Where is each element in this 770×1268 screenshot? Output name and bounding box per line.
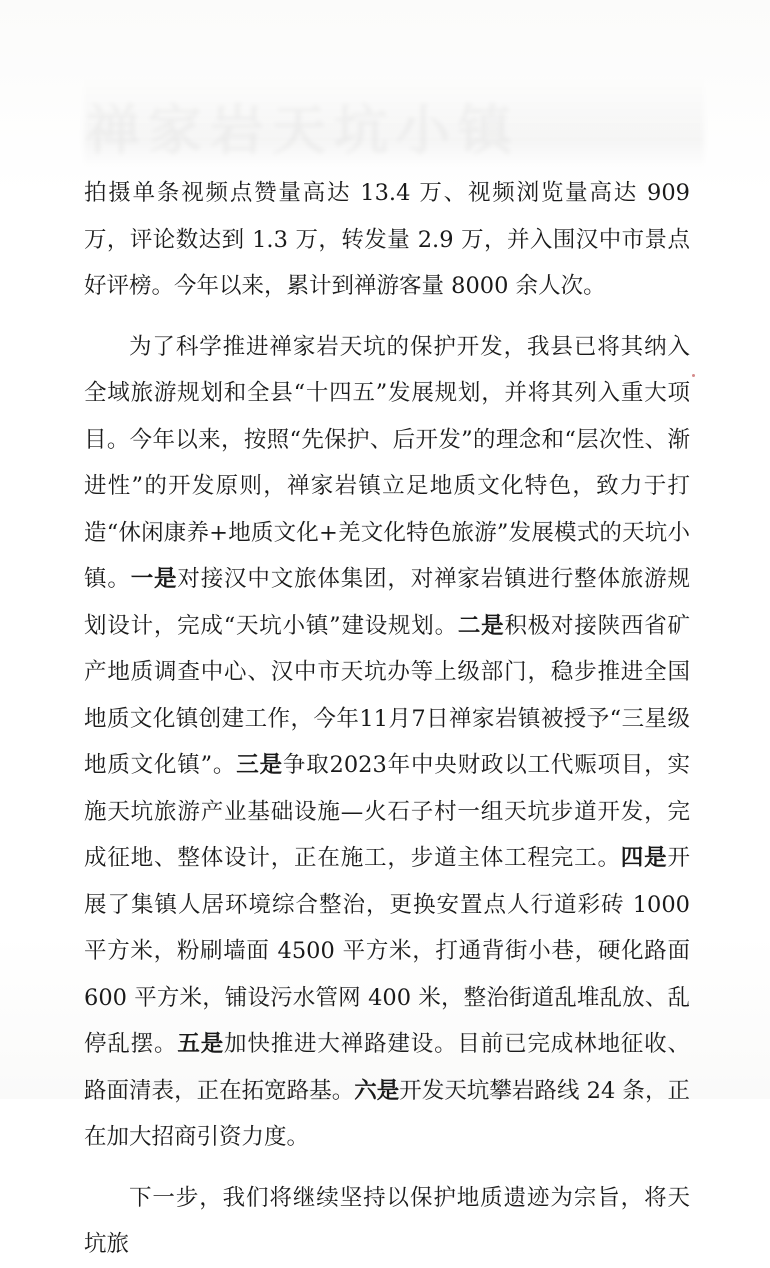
paper-speck [692, 374, 695, 377]
paragraph-3 [84, 1175, 690, 1268]
bold-ordinal: 三是 [236, 752, 283, 778]
text-segment: 拍摄单条视频点赞量高达 13.4 万、视频浏览量高达 909 万，评论数达到 1.3 万，转发量 2.9 万，并入围汉中市景点好评榜。今年以来，累计到禅游客量 8000 余人次。 [84, 180, 690, 299]
text-segment: 开展了集镇人居环境综合整治，更换安置点人行道彩砖 1000 平方米，粉刷墙面 4500 平方米，打通背街小巷，硬化路面 600 平方米，铺设污水管网 400 米，整治街道乱堆乱放、乱停乱摆。 [84, 845, 690, 1057]
document-body [84, 170, 690, 1268]
bold-ordinal: 一是 [130, 566, 178, 592]
bold-ordinal: 六是 [354, 1077, 400, 1104]
text-segment: 为了科学推进禅家岩天坑的保护开发，我县已将其纳入全域旅游规划和全县“十四五”发展规划，并将其列入重大项目。今年以来，按照“先保护、后开发”的理念和“层次性、渐进性”的开发原则，禅家岩镇立足地质文化特色，致力于打造“休闲康养+地质文化+羌文化特色旅游”发展模式的天坑小镇。 [84, 333, 690, 592]
bold-ordinal: 二是 [457, 612, 505, 639]
text-segment: 下一步，我们将继续坚持以保护地质遗迹为宗旨，将天坑旅 [84, 1184, 690, 1257]
text-segment: 开发天坑攀岩路线 24 条，正在加大招商引资力度。 [84, 1077, 690, 1150]
paragraph-2 [84, 324, 690, 1161]
text-segment: 对接汉中文旅体集团，对禅家岩镇进行整体旅游规划设计，完成“天坑小镇”建设规划。 [84, 566, 690, 639]
bleed-through-heading [86, 88, 696, 165]
bold-ordinal: 四是 [620, 845, 668, 871]
text-segment: 争取2023年中央财政以工代赈项目，实施天坑旅游产业基础设施—火石子村一组天坑步道开发，完成征地、整体设计，正在施工，步道主体工程完工。 [84, 752, 690, 871]
text-segment: 积极对接陕西省矿产地质调查中心、汉中市天坑办等上级部门，稳步推进全国地质文化镇创建工作，今年11月7日禅家岩镇被授予“三星级地质文化镇”。 [84, 612, 690, 778]
text-segment: 加快推进大禅路建设。目前已完成林地征收、路面清表，正在拓宽路基。 [84, 1031, 690, 1104]
paragraph-1 [84, 170, 690, 310]
bold-ordinal: 五是 [177, 1031, 225, 1057]
